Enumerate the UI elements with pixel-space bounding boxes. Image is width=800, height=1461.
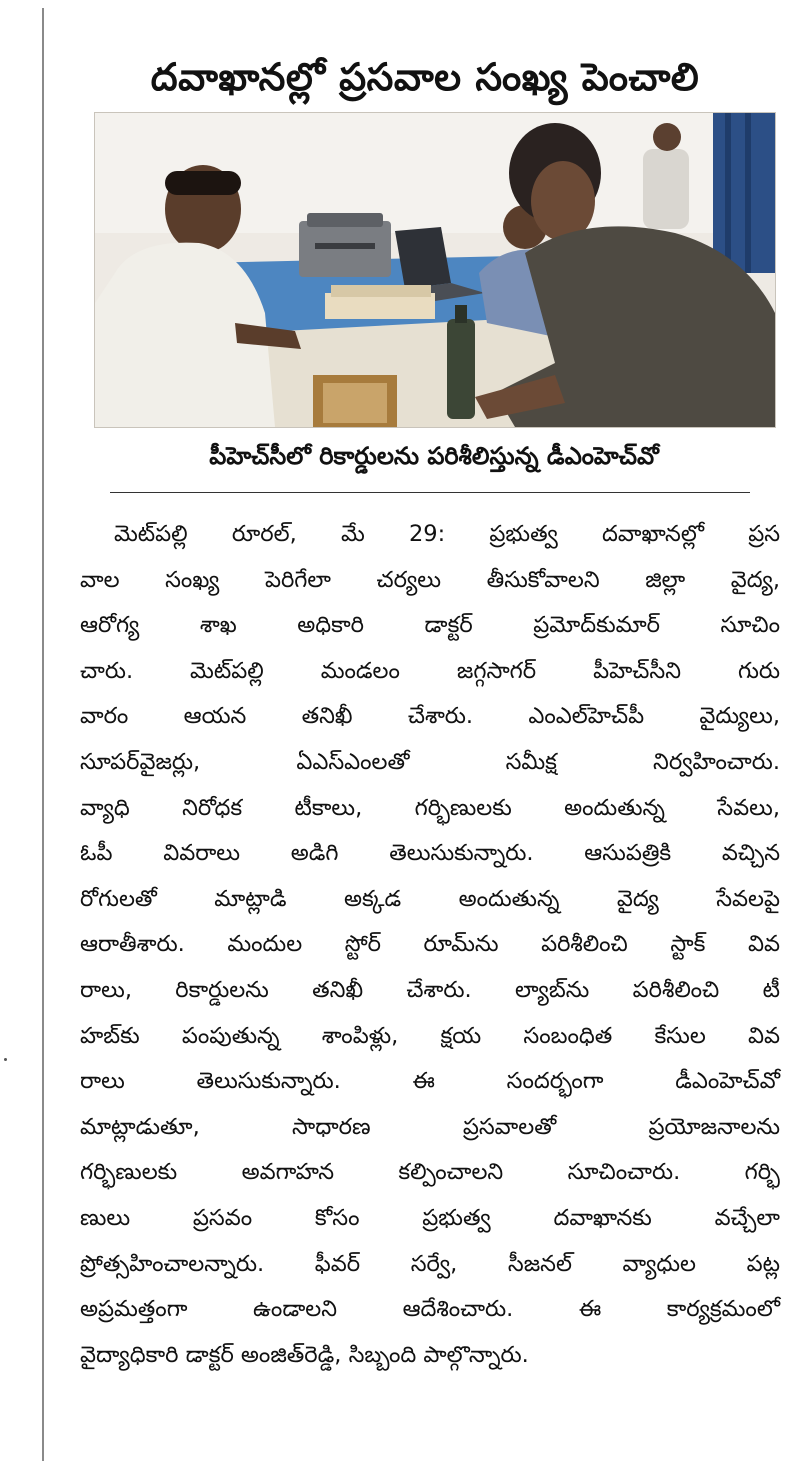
article-line: ఆరోగ్య శాఖ అధికారి డాక్టర్‌ ప్రమోద్‌కుమార్‌ సూచిం	[80, 612, 780, 639]
article-line: రాలు, రికార్డులను తనిఖీ చేశారు. ల్యాబ్‌ను పరిశీలించి టీ	[80, 976, 780, 1003]
article-line: వ్యాధి నిరోధక టీకాలు, గర్భిణులకు అందుతున్న సేవలు,	[80, 794, 780, 821]
article-line: వారం ఆయన తనిఖీ చేశారు. ఎంఎల్‌హెచ్‌పీ వైద్యులు,	[80, 703, 780, 730]
article-line: మెట్‌పల్లి రూరల్‌, మే 29: ప్రభుత్వ దవాఖానల్లో ప్రస	[114, 521, 780, 547]
article-line: రాలు తెలుసుకున్నారు. ఈ సందర్భంగా డీఎంహెచ్‌వో	[80, 1068, 780, 1095]
article-line: రోగులతో మాట్లాడి అక్కడ అందుతున్న వైద్య సేవలపై	[80, 885, 780, 912]
headline: దవాఖానల్లో ప్రసవాల సంఖ్య పెంచాలి	[150, 55, 700, 100]
article-line: ప్రోత్సహించాలన్నారు. ఫీవర్‌ సర్వే, సీజనల్‌ వ్యాధుల పట్ల	[80, 1250, 780, 1277]
article-body	[80, 512, 780, 1378]
print-speck	[4, 1058, 7, 1061]
article-line: గర్భిణులకు అవగాహన కల్పించాలని సూచించారు. గర్భి	[80, 1159, 780, 1186]
photo-caption: పీహెచ్‌సీలో రికార్డులను పరిశీలిస్తున్న డీఎంహెచ్‌వో	[209, 442, 659, 470]
news-photo	[94, 112, 776, 428]
article-line: సూపర్‌వైజర్లు, ఏఎస్‌ఎంలతో సమీక్ష నిర్వహించారు.	[80, 748, 780, 775]
column-divider	[42, 8, 44, 1461]
article-line: అప్రమత్తంగా ఉండాలని ఆదేశించారు. ఈ కార్యక్రమంలో	[80, 1296, 780, 1323]
article-line: చారు. మెట్‌పల్లి మండలం జగ్గసాగర్‌ పీహెచ్‌సీని గురు	[80, 657, 780, 684]
caption-rule	[110, 492, 750, 493]
article-line: ఓపీ వివరాలు అడిగి తెలుసుకున్నారు. ఆసుపత్రికి వచ్చిన	[80, 840, 780, 867]
article-line: ణులు ప్రసవం కోసం ప్రభుత్వ దవాఖానకు వచ్చేలా	[80, 1204, 780, 1231]
article-line: వైద్యాధికారి డాక్టర్‌ అంజిత్‌రెడ్డి, సిబ్బంది పాల్గొన్నారు.	[80, 1341, 529, 1368]
article-line: హబ్‌కు పంపుతున్న శాంపిళ్లు, క్షయ సంబంధిత కేసుల వివ	[80, 1022, 780, 1049]
article-line: వాల సంఖ్య పెరిగేలా చర్యలు తీసుకోవాలని జిల్లా వైద్య,	[80, 566, 780, 593]
article-line: మాట్లాడుతూ, సాధారణ ప్రసవాలతో ప్రయోజనాలను	[80, 1113, 780, 1140]
article-line: ఆరాతీశారు. మందుల స్టోర్‌ రూమ్‌ను పరిశీలించి స్టాక్‌ వివ	[80, 931, 780, 958]
